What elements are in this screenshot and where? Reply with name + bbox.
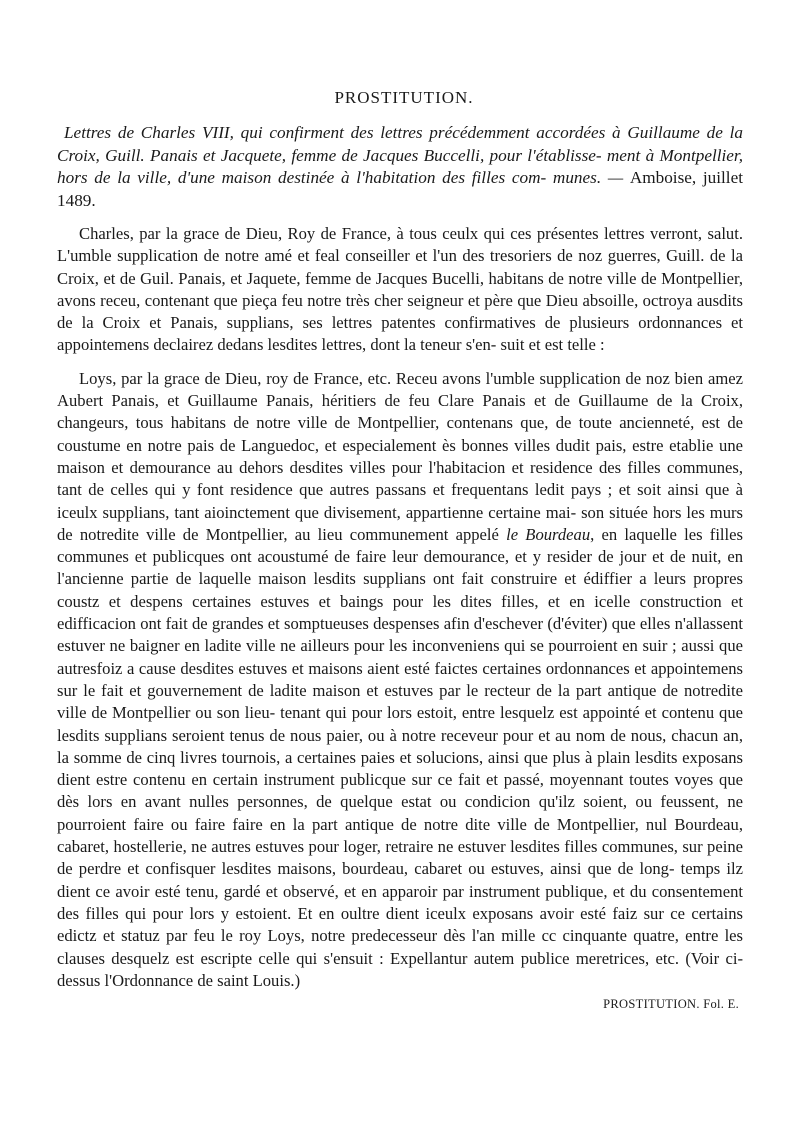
paragraph-1: Charles, par la grace de Dieu, Roy de France, à tous ceulx qui ces présentes lettres verront, salut. L'umble supplication de notre amé et feal conseiller et l'un des tresoriers de noz guerres, Guill. de la Croix, et de Guil. Panais, et Jaquete, femme de Jacques Bucelli, habitans de notre ville de Montpellier, avons receu, contenant que pieça feu notre très cher seigneur et père que Dieu absoille, octroya ausdits de la Croix et Panais, supplians, ses lettres patentes confirmatives de plusieurs ordonnances et appointemens declairez dedans lesdites lettres, dont la teneur s'en- suit et est telle : bbox=[57, 224, 743, 355]
title-date: Amboise, juillet 1489. bbox=[57, 168, 743, 210]
running-head: PROSTITUTION. bbox=[334, 88, 474, 107]
catchword: PROSTITUTION. Fol. E. bbox=[603, 997, 739, 1012]
paragraph-2 bbox=[57, 368, 743, 992]
title-text: Lettres de Charles VIII, qui confirment des lettres précédemment accordées à Guillaume de la Croix, Guill. Panais et Jacquete, femme de Jacques Buccelli, pour l'établisse- ment à Montpellier, hors de la ville, d'une maison destinée à l'habitation des filles com- munes. — bbox=[57, 123, 743, 187]
place-name: le Bourdeau bbox=[506, 524, 591, 544]
paragraph-2-part-1: Loys, par la grace de Dieu, roy de France, etc. Receu avons l'umble supplication de noz bien amez Aubert Panais, et Guillaume Panais, héritiers de feu Clare Panais et de Guillaume de la Croix, changeurs, tous habitans de notre ville de Montpellier, contenans que, de toute ancienneté, est de coustume en notre pais de Languedoc, et especialement ès bonnes villes dudit pais, estre etablie une maison et demourance au dehors desdites villes pour l'habitacion et residence des filles communes, tant de celles qui y font residence que autres passans et frequentans ledit pays ; et soit ainsi que à iceulx supplians, tant aioinctement que divisement, appartienne certaine mai- son située hors les murs de notredite ville de Montpellier, au lieu communement appelé bbox=[57, 368, 743, 544]
page bbox=[57, 88, 743, 1012]
paragraph-2-part-2: , en laquelle les filles communes et publicques ont acoustumé de faire leur demourance, et y resider de jour et de nuit, en l'ancienne partie de laquelle maison lesdits supplians ont fait construire et édiffier a leurs propres coustz et despens certaines estuves et baings pour les dites filles, et en icelle construction et edifficacion ont fait de grandes et somptueuses despenses afin d'eschever (d'éviter) que elles n'allassent estuver ne baigner en ladite ville ne ailleurs pour les inconveniens qui se pourroient en suir ; aussi que autresfoiz a cause desdites estuves et maisons aient esté faictes certaines ordonnances et appointemens sur le fait et gouvernement de ladite maison et estuves par le recteur de la part antique de notredite ville de Montpellier ou son lieu- tenant qui pour lors estoit, entre lesquelz est appointé et contenu que lesdits supplians seroient tenus de nous paier, ou à notre receveur pour et au nom de nous, chacun an, la somme de cinq livres tournois, a certaines paies et solucions, ainsi que plus à plain lesdits exposans dient estre contenu en certain instrument publicque sur ce fait et passé, moyennant toutes voyes que dès lors en avant nulles personnes, de quelque estat ou condicion qu'ilz soient, ou feussent, ne pourroient faire ou faire faire en la part antique de notre dite ville de Montpellier, nul Bourdeau, cabaret, hostellerie, ne autres estuves pour loger, retraire ne estuver lesdites filles communes, sur peine de perdre et confisquer lesdites maisons, bourdeau, cabaret ou estuves, ainsi que de long- temps ilz dient ce avoir esté tenu, gardé et observé, et en apparoir par instrument publique, et du consentement des filles qui pour lors y estoient. Et en oultre dient iceulx exposans avoir esté faiz sur ce certains edictz et statuz par feu le roy Loys, notre predecesseur dès l'an mille cc cinquante quatre, entre les clauses desquelz est escripte celle qui s'ensuit : Expellantur autem publice meretrices, etc. (Voir ci-dessus l'Ordonnance de saint Louis.) bbox=[57, 524, 743, 990]
document-title bbox=[57, 122, 743, 212]
